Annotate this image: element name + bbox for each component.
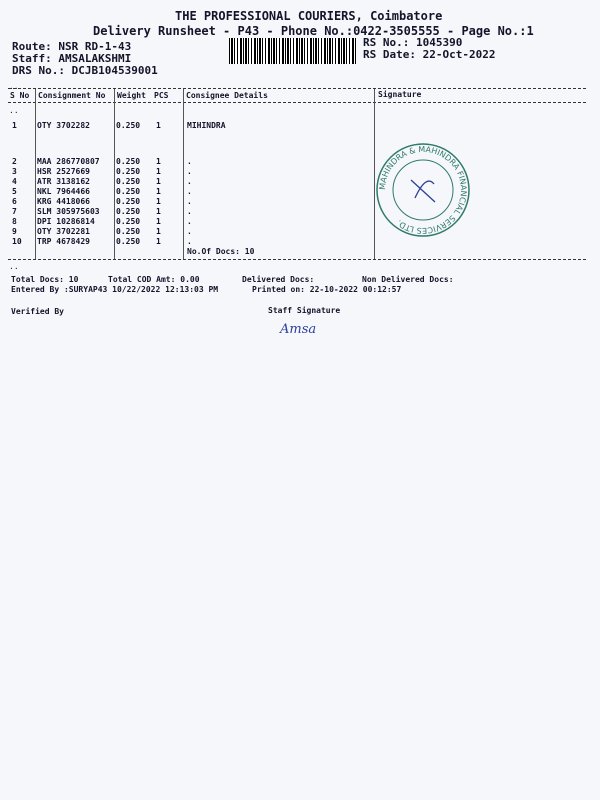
row-pcs: 1 [156,167,161,176]
header-top-rule [8,88,586,89]
row-pcs: 1 [156,207,161,216]
row-consignment: OTY 3702282 [37,121,90,130]
row-consignment: NKL 7964466 [37,187,90,196]
row-weight: 0.250 [116,227,141,236]
row-consignment: HSR 2527669 [37,167,90,176]
row-consignment: MAA 286770807 [37,157,100,166]
row-sno: 3 [12,167,17,176]
row-consignee: . [187,157,192,166]
table-bottom-rule [8,259,586,260]
row-pcs: 1 [156,217,161,226]
row-pcs: 1 [156,177,161,186]
row-consignee: . [187,227,192,236]
col-header-signature: Signature [378,90,422,99]
row-weight: 0.250 [116,207,141,216]
row-pcs: 1 [156,237,161,246]
row-pcs: 1 [156,197,161,206]
col-header-weight: Weight [117,91,146,100]
verified-by-label: Verified By [11,307,64,316]
row-consignee: . [187,207,192,216]
staff-label: Staff: AMSALAKSHMI [12,52,132,65]
total-docs: Total Docs: 10 [11,275,79,284]
header-bottom-rule [8,102,586,103]
row-consignee: MIHINDRA [187,121,226,130]
row-consignment: OTY 3702281 [37,227,90,236]
row-consignee: . [187,197,192,206]
col-header-consignee: Consignee Details [186,91,268,100]
row-weight: 0.250 [116,237,141,246]
row-weight: 0.250 [116,121,141,130]
col-header-sno: S No [10,91,30,100]
total-cod-amount: Total COD Amt: 0.00 [108,275,200,284]
row-consignee: . [187,187,192,196]
column-divider [114,89,115,259]
row-pcs: 1 [156,121,161,130]
col-header-pcs: PCS [154,91,169,100]
company-stamp [368,140,478,240]
row-weight: 0.250 [116,187,141,196]
row-weight: 0.250 [116,177,141,186]
row-pcs: 1 [156,187,161,196]
row-weight: 0.250 [116,157,141,166]
rs-date: RS Date: 22-Oct-2022 [363,48,496,61]
row-weight: 0.250 [116,167,141,176]
row-sno: 1 [12,121,17,130]
staff-signature [278,318,338,340]
column-divider [35,89,36,259]
row-consignee: . [187,177,192,186]
row-consignment: ATR 3138162 [37,177,90,186]
row-consignee: . [187,217,192,226]
row-sno: 8 [12,217,17,226]
row-sno: 9 [12,227,17,236]
runsheet-title: Delivery Runsheet - P43 - Phone No.:0422-3505555 - Page No.:1 [93,24,534,38]
row-pcs: 1 [156,227,161,236]
staff-signature-label: Staff Signature [268,306,341,315]
no-of-docs: No.Of Docs: 10 [187,247,255,256]
svg-text:Amsa: Amsa [280,322,317,337]
row-sno: 6 [12,197,17,206]
row-pcs: 1 [156,157,161,166]
non-delivered-docs: Non Delivered Docs: [362,275,454,284]
col-header-consignment: Consignment No [38,91,106,100]
separator-marks: .. [9,106,19,115]
row-weight: 0.250 [116,217,141,226]
row-consignee: . [187,237,192,246]
row-consignment: KRG 4418066 [37,197,90,206]
stamp-text: MAHINDRA & MAHINDRA FINANCIAL SERVICES LTD. [377,144,469,236]
printed-on: Printed on: 22-10-2022 00:12:57 [252,285,402,294]
barcode [229,38,356,64]
route-label: Route: NSR RD-1-43 [12,40,132,53]
company-name: THE PROFESSIONAL COURIERS, Coimbatore [175,9,443,23]
row-consignee: . [187,167,192,176]
row-sno: 4 [12,177,17,186]
drs-number: DRS No.: DCJB104539001 [12,64,158,77]
row-consignment: SLM 305975603 [37,207,100,216]
row-consignment: DPI 10286814 [37,217,95,226]
row-sno: 7 [12,207,17,216]
separator-marks: .. [9,82,19,91]
row-consignment: TRP 4678429 [37,237,90,246]
row-weight: 0.250 [116,197,141,206]
delivered-docs: Delivered Docs: [242,275,315,284]
column-divider [183,89,184,259]
row-sno: 5 [12,187,17,196]
row-sno: 2 [12,157,17,166]
separator-marks: .. [9,262,19,271]
entered-by: Entered By :SURYAP43 10/22/2022 12:13:03 PM [11,285,219,294]
row-sno: 10 [12,237,22,246]
rs-number: RS No.: 1045390 [363,36,463,49]
